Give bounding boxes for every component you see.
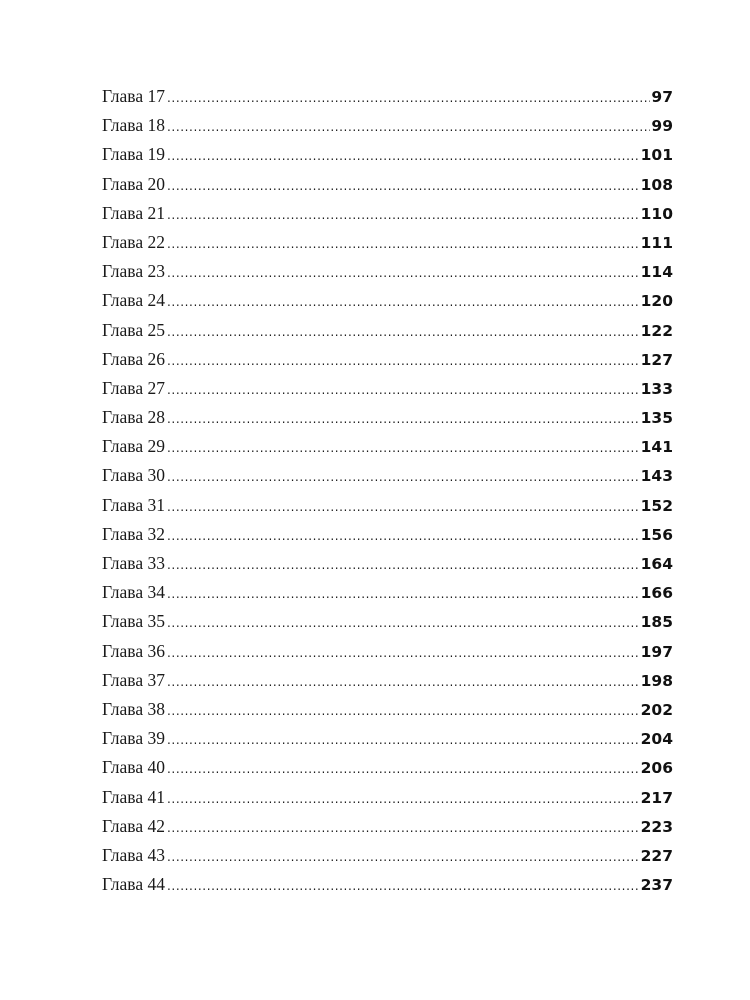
dot-leader [167, 551, 640, 580]
page-number: 223 [640, 817, 673, 836]
toc-entry [102, 812, 673, 841]
chapter-title: Глава 38 [102, 698, 165, 719]
dot-leader [167, 522, 640, 551]
toc-entry [102, 724, 673, 753]
chapter-title: Глава 17 [102, 86, 165, 106]
toc-entry [102, 637, 673, 666]
chapter-title: Глава 37 [102, 669, 165, 690]
dot-leader [167, 639, 640, 668]
page-number: 97 [651, 88, 673, 106]
toc-entry [102, 461, 673, 490]
toc-entry [102, 82, 673, 111]
chapter-title: Глава 24 [102, 290, 165, 311]
page-number: 127 [640, 350, 673, 369]
chapter-title: Глава 22 [102, 231, 165, 252]
dot-leader [167, 814, 640, 843]
toc-entry [102, 607, 673, 636]
toc-entry [102, 228, 673, 257]
chapter-title: Глава 29 [102, 436, 165, 457]
toc-entry [102, 753, 673, 782]
dot-leader [167, 872, 640, 901]
chapter-title: Глава 31 [102, 494, 165, 515]
toc-entry [102, 199, 673, 228]
table-of-contents [102, 82, 673, 899]
toc-entry [102, 345, 673, 374]
page-number: 227 [640, 846, 673, 865]
toc-entry [102, 841, 673, 870]
toc-entry [102, 257, 673, 286]
page-number: 152 [640, 496, 673, 515]
toc-entry [102, 870, 673, 899]
page-number: 120 [640, 292, 673, 311]
dot-leader [167, 609, 640, 638]
toc-entry [102, 783, 673, 812]
chapter-title: Глава 26 [102, 348, 165, 369]
chapter-title: Глава 41 [102, 786, 165, 807]
toc-entry [102, 286, 673, 315]
dot-leader [167, 172, 640, 201]
dot-leader [167, 84, 650, 113]
page-number: 164 [640, 555, 673, 573]
chapter-title: Глава 33 [102, 553, 165, 573]
toc-entry [102, 111, 673, 140]
chapter-title: Глава 21 [102, 202, 165, 223]
dot-leader [167, 785, 640, 814]
chapter-title: Глава 30 [102, 465, 165, 486]
dot-leader [167, 697, 640, 726]
toc-entry [102, 432, 673, 461]
toc-entry [102, 374, 673, 403]
dot-leader [167, 113, 650, 142]
page-number: 185 [640, 613, 673, 632]
chapter-title: Глава 28 [102, 407, 165, 428]
page-number: 99 [651, 117, 673, 136]
chapter-title: Глава 43 [102, 844, 165, 865]
page-number: 122 [640, 321, 673, 340]
toc-entry [102, 491, 673, 520]
toc-entry [102, 549, 673, 578]
toc-entry [102, 170, 673, 199]
dot-leader [167, 288, 640, 317]
chapter-title: Глава 32 [102, 523, 165, 544]
dot-leader [167, 580, 640, 609]
chapter-title: Глава 27 [102, 377, 165, 398]
page-number: 206 [640, 759, 673, 778]
toc-entry [102, 403, 673, 432]
page-number: 217 [640, 788, 673, 807]
dot-leader [167, 318, 640, 347]
toc-entry [102, 666, 673, 695]
dot-leader [167, 142, 640, 171]
dot-leader [167, 434, 640, 463]
page-number: 204 [640, 730, 673, 749]
page-number: 197 [640, 642, 673, 661]
dot-leader [167, 259, 640, 288]
chapter-title: Глава 39 [102, 728, 165, 749]
toc-entry [102, 316, 673, 345]
page-number: 143 [640, 467, 673, 486]
page-number: 108 [640, 175, 673, 194]
chapter-title: Глава 42 [102, 815, 165, 836]
page-number: 237 [640, 876, 673, 895]
dot-leader [167, 230, 640, 259]
dot-leader [167, 726, 640, 755]
page-number: 111 [640, 233, 673, 252]
toc-entry [102, 140, 673, 169]
chapter-title: Глава 34 [102, 582, 165, 603]
dot-leader [167, 843, 640, 872]
page-number: 114 [640, 263, 673, 282]
dot-leader [167, 493, 640, 522]
chapter-title: Глава 18 [102, 115, 165, 136]
chapter-title: Глава 36 [102, 640, 165, 661]
dot-leader [167, 376, 640, 405]
page-number: 141 [640, 438, 673, 457]
page-number: 101 [640, 146, 673, 165]
chapter-title: Глава 23 [102, 261, 165, 282]
chapter-title: Глава 25 [102, 319, 165, 340]
toc-entry [102, 520, 673, 549]
page-number: 166 [640, 584, 673, 603]
chapter-title: Глава 44 [102, 874, 165, 895]
dot-leader [167, 405, 640, 434]
dot-leader [167, 347, 640, 376]
page-number: 135 [640, 409, 673, 428]
page-number: 110 [640, 204, 673, 223]
page-number: 198 [640, 671, 673, 690]
toc-entry [102, 578, 673, 607]
dot-leader [167, 201, 640, 230]
page-number: 156 [640, 525, 673, 544]
dot-leader [167, 755, 640, 784]
page-number: 202 [640, 700, 673, 719]
dot-leader [167, 668, 640, 697]
chapter-title: Глава 40 [102, 757, 165, 778]
dot-leader [167, 463, 640, 492]
chapter-title: Глава 35 [102, 611, 165, 632]
toc-entry [102, 695, 673, 724]
chapter-title: Глава 20 [102, 173, 165, 194]
chapter-title: Глава 19 [102, 144, 165, 165]
page-number: 133 [640, 379, 673, 398]
